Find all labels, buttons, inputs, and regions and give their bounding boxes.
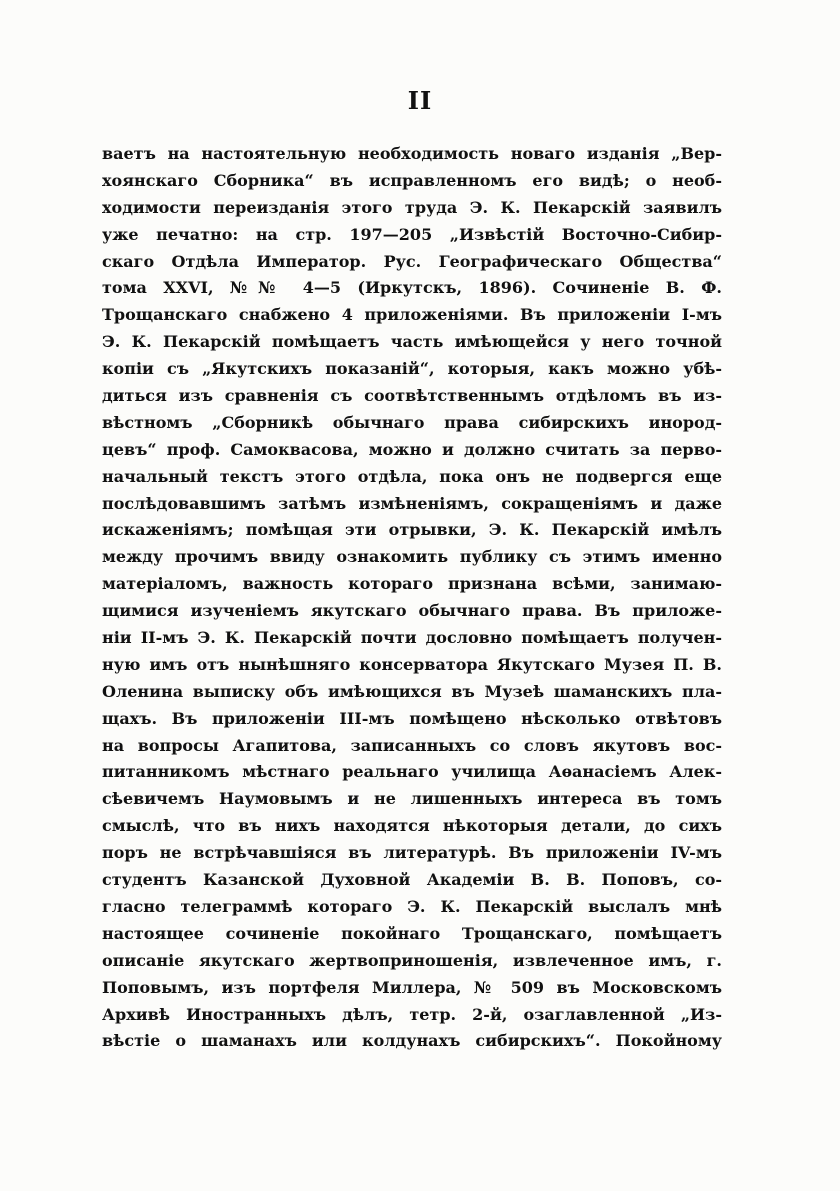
text-line: щимися изученіемъ якутскаго обычнаго права. Въ приложе-	[102, 601, 722, 621]
text-line: Э. К. Пекарскій помѣщаетъ часть имѣющейся у него точной	[102, 332, 722, 352]
text-line: между прочимъ ввиду ознакомить публику съ этимъ именно	[102, 547, 722, 567]
text-line: хоянскаго Сборника“ въ исправленномъ его видѣ; о необ-	[102, 170, 722, 190]
text-line: начальный текстъ этого отдѣла, пока онъ не подвергся еще	[102, 466, 722, 486]
text-line: диться изъ сравненія съ соотвѣтственнымъ отдѣломъ въ из-	[102, 386, 722, 406]
text-line: гласно телеграммѣ котораго Э. К. Пекарскій выслалъ мнѣ	[102, 896, 722, 916]
text-line: ходимости переизданія этого труда Э. К. Пекарскій заявилъ	[102, 197, 722, 217]
page-number: II	[407, 86, 433, 115]
text-line: Поповымъ, изъ портфеля Миллера, № 509 въ Московскомъ	[102, 977, 722, 997]
text-line: на вопросы Агапитова, записанныхъ со словъ якутовъ вос-	[102, 735, 722, 755]
text-line: сѣевичемъ Наумовымъ и не лишенныхъ интереса въ томъ	[102, 789, 722, 809]
text-line: уже печатно: на стр. 197—205 „Извѣстій Восточно-Сибир-	[102, 224, 722, 244]
text-line: поръ не встрѣчавшіяся въ литературѣ. Въ приложеніи IV-мъ	[102, 843, 722, 863]
text-line: скаго Отдѣла Император. Рус. Географическаго Общества“	[102, 251, 722, 271]
text-line: Трощанскаго снабжено 4 приложеніями. Въ приложеніи I-мъ	[102, 305, 722, 325]
text-line: послѣдовавшимъ затѣмъ измѣненіямъ, сокращеніямъ и даже	[102, 493, 722, 513]
text-line: вѣстіе о шаманахъ или колдунахъ сибирскихъ“. Покойному	[102, 1031, 722, 1051]
text-line: тома XXVI, №№ 4—5 (Иркутскъ, 1896). Сочиненіе В. Ф.	[102, 278, 722, 298]
text-line: Оленина выписку объ имѣющихся въ Музеѣ шаманскихъ пла-	[102, 681, 722, 701]
text-line: искаженіямъ; помѣщая эти отрывки, Э. К. Пекарскій имѣлъ	[102, 520, 722, 540]
text-line: копіи съ „Якутскихъ показаній“, которыя, какъ можно убѣ-	[102, 359, 722, 379]
text-line: Архивѣ Иностранныхъ дѣлъ, тетр. 2-й, озаглавленной „Из-	[102, 1004, 722, 1024]
text-line: питанникомъ мѣстнаго реальнаго училища Аѳанасіемъ Алек-	[102, 762, 722, 782]
text-line: вѣстномъ „Сборникѣ обычнаго права сибирскихъ инород-	[102, 412, 722, 432]
text-line: ваетъ на настоятельную необходимость новаго изданія „Вер-	[102, 144, 722, 163]
text-line: щахъ. Въ приложеніи III-мъ помѣщено нѣсколько отвѣтовъ	[102, 708, 722, 728]
text-line: смыслѣ, что въ нихъ находятся нѣкоторыя детали, до сихъ	[102, 816, 722, 836]
text-line: ную имъ отъ нынѣшняго консерватора Якутскаго Музея П. В.	[102, 654, 722, 674]
text-line: цевъ“ проф. Самоквасова, можно и должно считать за перво-	[102, 439, 722, 459]
text-line: описаніе якутскаго жертвоприношенія, извлеченное имъ, г.	[102, 950, 722, 970]
text-line: матеріаломъ, важность котораго признана всѣми, занимаю-	[102, 574, 722, 594]
text-line: ніи II-мъ Э. К. Пекарскій почти дословно помѣщаетъ получен-	[102, 628, 722, 648]
text-line: настоящее сочиненіе покойнаго Трощанскаго, помѣщаетъ	[102, 923, 722, 943]
body-text	[102, 141, 722, 1055]
text-line: студентъ Казанской Духовной Академіи В. В. Поповъ, со-	[102, 870, 722, 890]
